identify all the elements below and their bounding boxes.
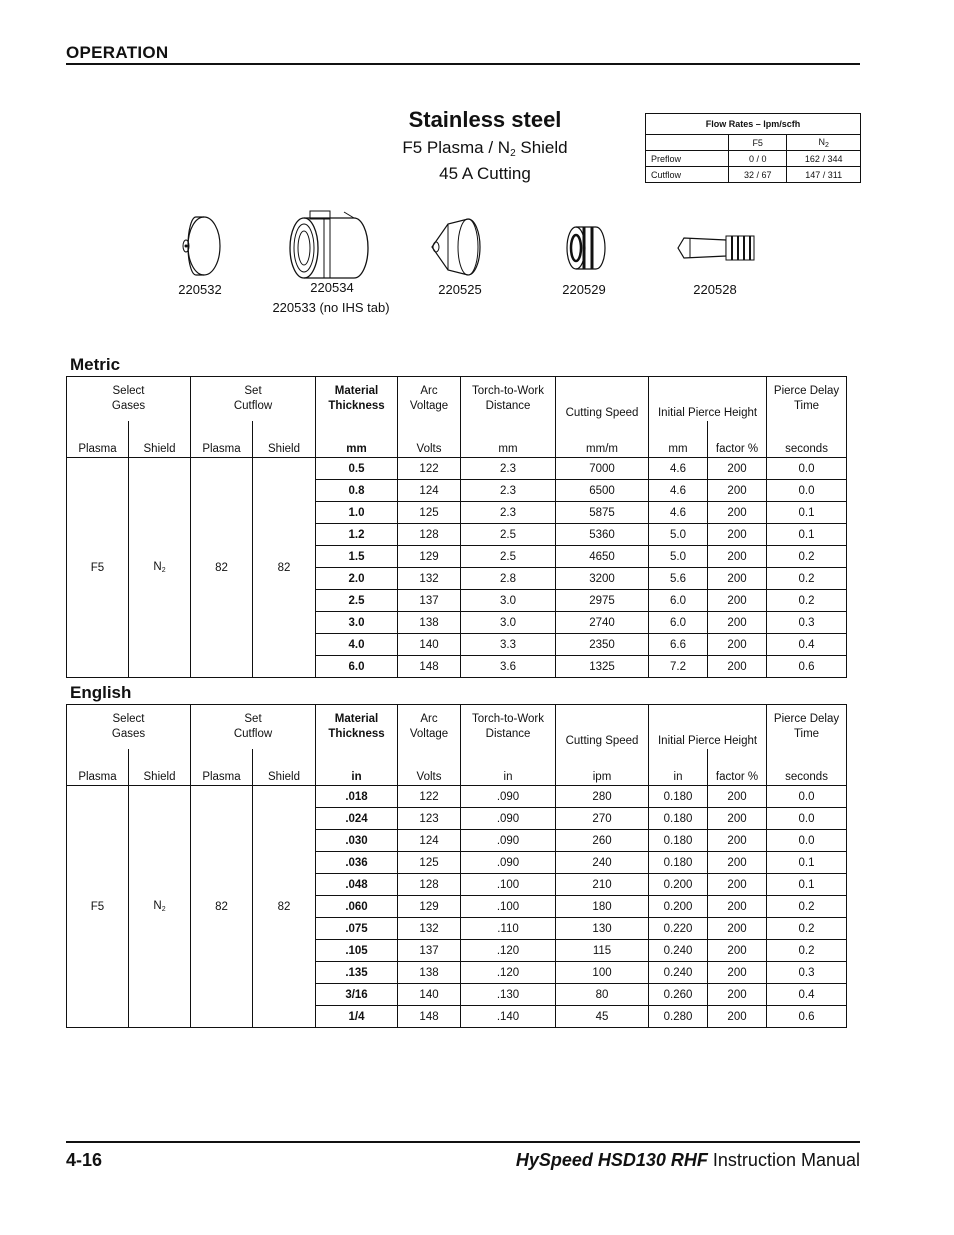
subtitle-current: 45 A Cutting bbox=[439, 164, 531, 183]
pierce-height-cell: 0.180 bbox=[649, 786, 708, 808]
col-set-cutflow: Set Cutflow bbox=[191, 705, 316, 750]
arc-voltage-cell: 128 bbox=[398, 874, 461, 896]
page-title: Stainless steel bbox=[408, 107, 562, 132]
part-label-retaining-cap: 220534 bbox=[310, 280, 354, 295]
pierce-factor-cell: 200 bbox=[708, 940, 767, 962]
col-arc-voltage: Arc Voltage bbox=[398, 705, 461, 750]
thickness-cell: 4.0 bbox=[316, 634, 398, 656]
arc-voltage-cell: 124 bbox=[398, 830, 461, 852]
pierce-factor-cell: 200 bbox=[708, 984, 767, 1006]
bottom-rule bbox=[66, 1141, 860, 1143]
unit-plasma: Plasma bbox=[67, 749, 129, 786]
speed-cell: 5875 bbox=[556, 502, 649, 524]
distance-cell: 2.3 bbox=[461, 502, 556, 524]
pierce-delay-cell: 0.2 bbox=[767, 896, 847, 918]
pierce-height-cell: 0.240 bbox=[649, 962, 708, 984]
speed-cell: 280 bbox=[556, 786, 649, 808]
part-label-retaining-cap-alt: 220533 (no IHS tab) bbox=[272, 300, 390, 315]
arc-voltage-cell: 124 bbox=[398, 480, 461, 502]
distance-cell: .100 bbox=[461, 874, 556, 896]
pierce-delay-cell: 0.0 bbox=[767, 480, 847, 502]
distance-cell: .090 bbox=[461, 808, 556, 830]
speed-cell: 130 bbox=[556, 918, 649, 940]
cutflow-shield-cell: 82 bbox=[253, 458, 316, 678]
distance-cell: .090 bbox=[461, 830, 556, 852]
thickness-cell: .075 bbox=[316, 918, 398, 940]
part-label-electrode: 220528 bbox=[693, 282, 737, 297]
col-torch-to-work: Torch-to-Work Distance bbox=[461, 705, 556, 750]
pierce-height-cell: 4.6 bbox=[649, 480, 708, 502]
pierce-factor-cell: 200 bbox=[708, 612, 767, 634]
col-select-gases: Select Gases bbox=[67, 705, 191, 750]
unit-shield: Shield bbox=[129, 749, 191, 786]
pierce-height-cell: 0.180 bbox=[649, 852, 708, 874]
pierce-delay-cell: 0.0 bbox=[767, 786, 847, 808]
distance-cell: .140 bbox=[461, 1006, 556, 1028]
thickness-cell: 1.2 bbox=[316, 524, 398, 546]
thickness-cell: 1.5 bbox=[316, 546, 398, 568]
pierce-height-cell: 5.0 bbox=[649, 524, 708, 546]
thickness-cell: 2.0 bbox=[316, 568, 398, 590]
unit-plasma: Plasma bbox=[67, 421, 129, 458]
speed-cell: 260 bbox=[556, 830, 649, 852]
thickness-cell: .060 bbox=[316, 896, 398, 918]
speed-cell: 100 bbox=[556, 962, 649, 984]
pierce-delay-cell: 0.1 bbox=[767, 852, 847, 874]
thickness-cell: .048 bbox=[316, 874, 398, 896]
arc-voltage-cell: 125 bbox=[398, 502, 461, 524]
col-cutting-speed: Cutting Speed bbox=[556, 377, 649, 422]
speed-cell: 2350 bbox=[556, 634, 649, 656]
unit-height: in bbox=[649, 749, 708, 786]
shield-gas-cell: N2 bbox=[129, 786, 191, 1028]
pierce-delay-cell: 0.4 bbox=[767, 984, 847, 1006]
thickness-cell: .036 bbox=[316, 852, 398, 874]
part-label-swirl-ring: 220529 bbox=[562, 282, 606, 297]
distance-cell: 2.5 bbox=[461, 524, 556, 546]
subtitle-gases-text: F5 Plasma / N bbox=[402, 138, 511, 157]
arc-voltage-cell: 128 bbox=[398, 524, 461, 546]
speed-cell: 115 bbox=[556, 940, 649, 962]
distance-cell: .090 bbox=[461, 786, 556, 808]
distance-cell: .120 bbox=[461, 962, 556, 984]
speed-cell: 180 bbox=[556, 896, 649, 918]
english-label: English bbox=[70, 683, 132, 702]
pierce-height-cell: 0.280 bbox=[649, 1006, 708, 1028]
english-cut-chart bbox=[66, 704, 847, 1028]
col-initial-pierce: Initial Pierce Height bbox=[649, 377, 767, 422]
unit-shield: Shield bbox=[253, 421, 316, 458]
top-rule bbox=[66, 63, 860, 65]
speed-cell: 2740 bbox=[556, 612, 649, 634]
pierce-factor-cell: 200 bbox=[708, 874, 767, 896]
col-pierce-delay: Pierce Delay Time bbox=[767, 705, 847, 750]
pierce-height-cell: 6.0 bbox=[649, 612, 708, 634]
flow-rates-title: Flow Rates – lpm/scfh bbox=[646, 114, 861, 135]
distance-cell: 3.0 bbox=[461, 590, 556, 612]
unit-shield: Shield bbox=[129, 421, 191, 458]
pierce-delay-cell: 0.3 bbox=[767, 962, 847, 984]
footer-manual: Instruction Manual bbox=[707, 1150, 860, 1170]
pierce-factor-cell: 200 bbox=[708, 458, 767, 480]
arc-voltage-cell: 138 bbox=[398, 962, 461, 984]
arc-voltage-cell: 140 bbox=[398, 984, 461, 1006]
flow-cell: 147 / 311 bbox=[787, 167, 861, 183]
speed-cell: 6500 bbox=[556, 480, 649, 502]
distance-cell: 3.6 bbox=[461, 656, 556, 678]
unit-seconds: seconds bbox=[767, 421, 847, 458]
pierce-factor-cell: 200 bbox=[708, 590, 767, 612]
pierce-delay-cell: 0.3 bbox=[767, 612, 847, 634]
electrode-drawing bbox=[676, 228, 760, 268]
col-cutting-speed: Cutting Speed bbox=[556, 705, 649, 750]
subtitle-gases bbox=[300, 138, 670, 159]
arc-voltage-cell: 123 bbox=[398, 808, 461, 830]
pierce-factor-cell: 200 bbox=[708, 918, 767, 940]
pierce-height-cell: 4.6 bbox=[649, 502, 708, 524]
pierce-height-cell: 0.200 bbox=[649, 874, 708, 896]
unit-height: mm bbox=[649, 421, 708, 458]
arc-voltage-cell: 148 bbox=[398, 656, 461, 678]
pierce-delay-cell: 0.0 bbox=[767, 458, 847, 480]
thickness-cell: 0.5 bbox=[316, 458, 398, 480]
speed-cell: 7000 bbox=[556, 458, 649, 480]
col-material-thickness: Material Thickness bbox=[316, 705, 398, 750]
speed-cell: 240 bbox=[556, 852, 649, 874]
footer-title bbox=[516, 1150, 860, 1171]
thickness-cell: 1/4 bbox=[316, 1006, 398, 1028]
cutflow-plasma-cell: 82 bbox=[191, 786, 253, 1028]
pierce-factor-cell: 200 bbox=[708, 896, 767, 918]
col-torch-to-work: Torch-to-Work Distance bbox=[461, 377, 556, 422]
unit-factor: factor % bbox=[708, 421, 767, 458]
flow-cell: 0 / 0 bbox=[729, 151, 787, 167]
pierce-height-cell: 7.2 bbox=[649, 656, 708, 678]
pierce-factor-cell: 200 bbox=[708, 830, 767, 852]
thickness-cell: .135 bbox=[316, 962, 398, 984]
arc-voltage-cell: 140 bbox=[398, 634, 461, 656]
thickness-cell: 3/16 bbox=[316, 984, 398, 1006]
distance-cell: .090 bbox=[461, 852, 556, 874]
unit-plasma: Plasma bbox=[191, 421, 253, 458]
speed-cell: 2975 bbox=[556, 590, 649, 612]
distance-cell: 3.3 bbox=[461, 634, 556, 656]
pierce-height-cell: 5.0 bbox=[649, 546, 708, 568]
table-row bbox=[67, 786, 847, 808]
retaining-cap-drawing bbox=[284, 208, 374, 280]
distance-cell: .130 bbox=[461, 984, 556, 1006]
arc-voltage-cell: 129 bbox=[398, 896, 461, 918]
pierce-factor-cell: 200 bbox=[708, 852, 767, 874]
thickness-cell: .030 bbox=[316, 830, 398, 852]
arc-voltage-cell: 122 bbox=[398, 458, 461, 480]
distance-cell: .120 bbox=[461, 940, 556, 962]
speed-cell: 5360 bbox=[556, 524, 649, 546]
pierce-delay-cell: 0.1 bbox=[767, 524, 847, 546]
pierce-height-cell: 0.180 bbox=[649, 830, 708, 852]
speed-cell: 45 bbox=[556, 1006, 649, 1028]
unit-volts: Volts bbox=[398, 421, 461, 458]
distance-cell: 2.3 bbox=[461, 480, 556, 502]
pierce-delay-cell: 0.0 bbox=[767, 808, 847, 830]
pierce-height-cell: 0.180 bbox=[649, 808, 708, 830]
flow-rates-table bbox=[645, 113, 861, 183]
arc-voltage-cell: 129 bbox=[398, 546, 461, 568]
pierce-factor-cell: 200 bbox=[708, 524, 767, 546]
pierce-height-cell: 0.260 bbox=[649, 984, 708, 1006]
unit-seconds: seconds bbox=[767, 749, 847, 786]
col-pierce-delay: Pierce Delay Time bbox=[767, 377, 847, 422]
plasma-gas-cell: F5 bbox=[67, 786, 129, 1028]
swirl-ring-drawing bbox=[562, 224, 610, 272]
thickness-cell: .024 bbox=[316, 808, 398, 830]
unit-thickness: in bbox=[316, 749, 398, 786]
pierce-delay-cell: 0.6 bbox=[767, 1006, 847, 1028]
pierce-factor-cell: 200 bbox=[708, 808, 767, 830]
thickness-cell: 1.0 bbox=[316, 502, 398, 524]
pierce-factor-cell: 200 bbox=[708, 546, 767, 568]
pierce-height-cell: 6.6 bbox=[649, 634, 708, 656]
pierce-delay-cell: 0.2 bbox=[767, 918, 847, 940]
section-heading: OPERATION bbox=[66, 43, 169, 62]
unit-plasma: Plasma bbox=[191, 749, 253, 786]
col-arc-voltage: Arc Voltage bbox=[398, 377, 461, 422]
col-select-gases: Select Gases bbox=[67, 377, 191, 422]
pierce-factor-cell: 200 bbox=[708, 634, 767, 656]
arc-voltage-cell: 132 bbox=[398, 918, 461, 940]
unit-distance: in bbox=[461, 749, 556, 786]
flow-col-f5: F5 bbox=[729, 135, 787, 151]
pierce-height-cell: 4.6 bbox=[649, 458, 708, 480]
speed-cell: 270 bbox=[556, 808, 649, 830]
pierce-height-cell: 6.0 bbox=[649, 590, 708, 612]
distance-cell: 3.0 bbox=[461, 612, 556, 634]
pierce-height-cell: 5.6 bbox=[649, 568, 708, 590]
flow-cell: 162 / 344 bbox=[787, 151, 861, 167]
pierce-factor-cell: 200 bbox=[708, 786, 767, 808]
pierce-factor-cell: 200 bbox=[708, 656, 767, 678]
page-number: 4-16 bbox=[66, 1150, 103, 1170]
pierce-delay-cell: 0.2 bbox=[767, 940, 847, 962]
speed-cell: 3200 bbox=[556, 568, 649, 590]
thickness-cell: 6.0 bbox=[316, 656, 398, 678]
cutflow-shield-cell: 82 bbox=[253, 786, 316, 1028]
arc-voltage-cell: 132 bbox=[398, 568, 461, 590]
thickness-cell: .018 bbox=[316, 786, 398, 808]
pierce-delay-cell: 0.1 bbox=[767, 502, 847, 524]
unit-shield: Shield bbox=[253, 749, 316, 786]
subtitle-subscript: 2 bbox=[510, 148, 516, 159]
metric-label: Metric bbox=[70, 355, 121, 374]
footer-product: HySpeed HSD130 RHF bbox=[515, 1150, 708, 1170]
arc-voltage-cell: 138 bbox=[398, 612, 461, 634]
thickness-cell: 0.8 bbox=[316, 480, 398, 502]
unit-thickness: mm bbox=[316, 421, 398, 458]
pierce-factor-cell: 200 bbox=[708, 1006, 767, 1028]
pierce-delay-cell: 0.6 bbox=[767, 656, 847, 678]
speed-cell: 80 bbox=[556, 984, 649, 1006]
unit-speed: mm/m bbox=[556, 421, 649, 458]
shield-gas-cell: N2 bbox=[129, 458, 191, 678]
shield-part-drawing bbox=[178, 214, 224, 278]
pierce-height-cell: 0.200 bbox=[649, 896, 708, 918]
pierce-delay-cell: 0.2 bbox=[767, 590, 847, 612]
col-set-cutflow: Set Cutflow bbox=[191, 377, 316, 422]
pierce-delay-cell: 0.2 bbox=[767, 546, 847, 568]
pierce-height-cell: 0.220 bbox=[649, 918, 708, 940]
distance-cell: 2.3 bbox=[461, 458, 556, 480]
pierce-factor-cell: 200 bbox=[708, 962, 767, 984]
unit-speed: ipm bbox=[556, 749, 649, 786]
flow-col-n2: $N_2$ bbox=[787, 135, 861, 151]
thickness-cell: 3.0 bbox=[316, 612, 398, 634]
arc-voltage-cell: 125 bbox=[398, 852, 461, 874]
thickness-cell: .105 bbox=[316, 940, 398, 962]
table-row bbox=[67, 458, 847, 480]
metric-cut-chart bbox=[66, 376, 847, 678]
nozzle-drawing bbox=[428, 216, 488, 278]
pierce-delay-cell: 0.2 bbox=[767, 568, 847, 590]
pierce-delay-cell: 0.0 bbox=[767, 830, 847, 852]
plasma-gas-cell: F5 bbox=[67, 458, 129, 678]
speed-cell: 4650 bbox=[556, 546, 649, 568]
thickness-cell: 2.5 bbox=[316, 590, 398, 612]
pierce-factor-cell: 200 bbox=[708, 502, 767, 524]
subtitle-gases-suffix: Shield bbox=[515, 138, 568, 157]
flow-cell: 32 / 67 bbox=[729, 167, 787, 183]
flow-row-label: Preflow bbox=[646, 151, 729, 167]
cutflow-plasma-cell: 82 bbox=[191, 458, 253, 678]
unit-factor: factor % bbox=[708, 749, 767, 786]
pierce-factor-cell: 200 bbox=[708, 480, 767, 502]
pierce-delay-cell: 0.4 bbox=[767, 634, 847, 656]
pierce-factor-cell: 200 bbox=[708, 568, 767, 590]
arc-voltage-cell: 137 bbox=[398, 940, 461, 962]
part-label-shield: 220532 bbox=[178, 282, 222, 297]
col-material-thickness: Material Thickness bbox=[316, 377, 398, 422]
pierce-delay-cell: 0.1 bbox=[767, 874, 847, 896]
unit-volts: Volts bbox=[398, 749, 461, 786]
distance-cell: 2.5 bbox=[461, 546, 556, 568]
arc-voltage-cell: 148 bbox=[398, 1006, 461, 1028]
speed-cell: 210 bbox=[556, 874, 649, 896]
distance-cell: .110 bbox=[461, 918, 556, 940]
distance-cell: .100 bbox=[461, 896, 556, 918]
col-initial-pierce: Initial Pierce Height bbox=[649, 705, 767, 750]
flow-row-label: Cutflow bbox=[646, 167, 729, 183]
arc-voltage-cell: 137 bbox=[398, 590, 461, 612]
arc-voltage-cell: 122 bbox=[398, 786, 461, 808]
part-label-nozzle: 220525 bbox=[438, 282, 482, 297]
unit-distance: mm bbox=[461, 421, 556, 458]
distance-cell: 2.8 bbox=[461, 568, 556, 590]
speed-cell: 1325 bbox=[556, 656, 649, 678]
pierce-height-cell: 0.240 bbox=[649, 940, 708, 962]
flow-corner bbox=[646, 135, 729, 151]
